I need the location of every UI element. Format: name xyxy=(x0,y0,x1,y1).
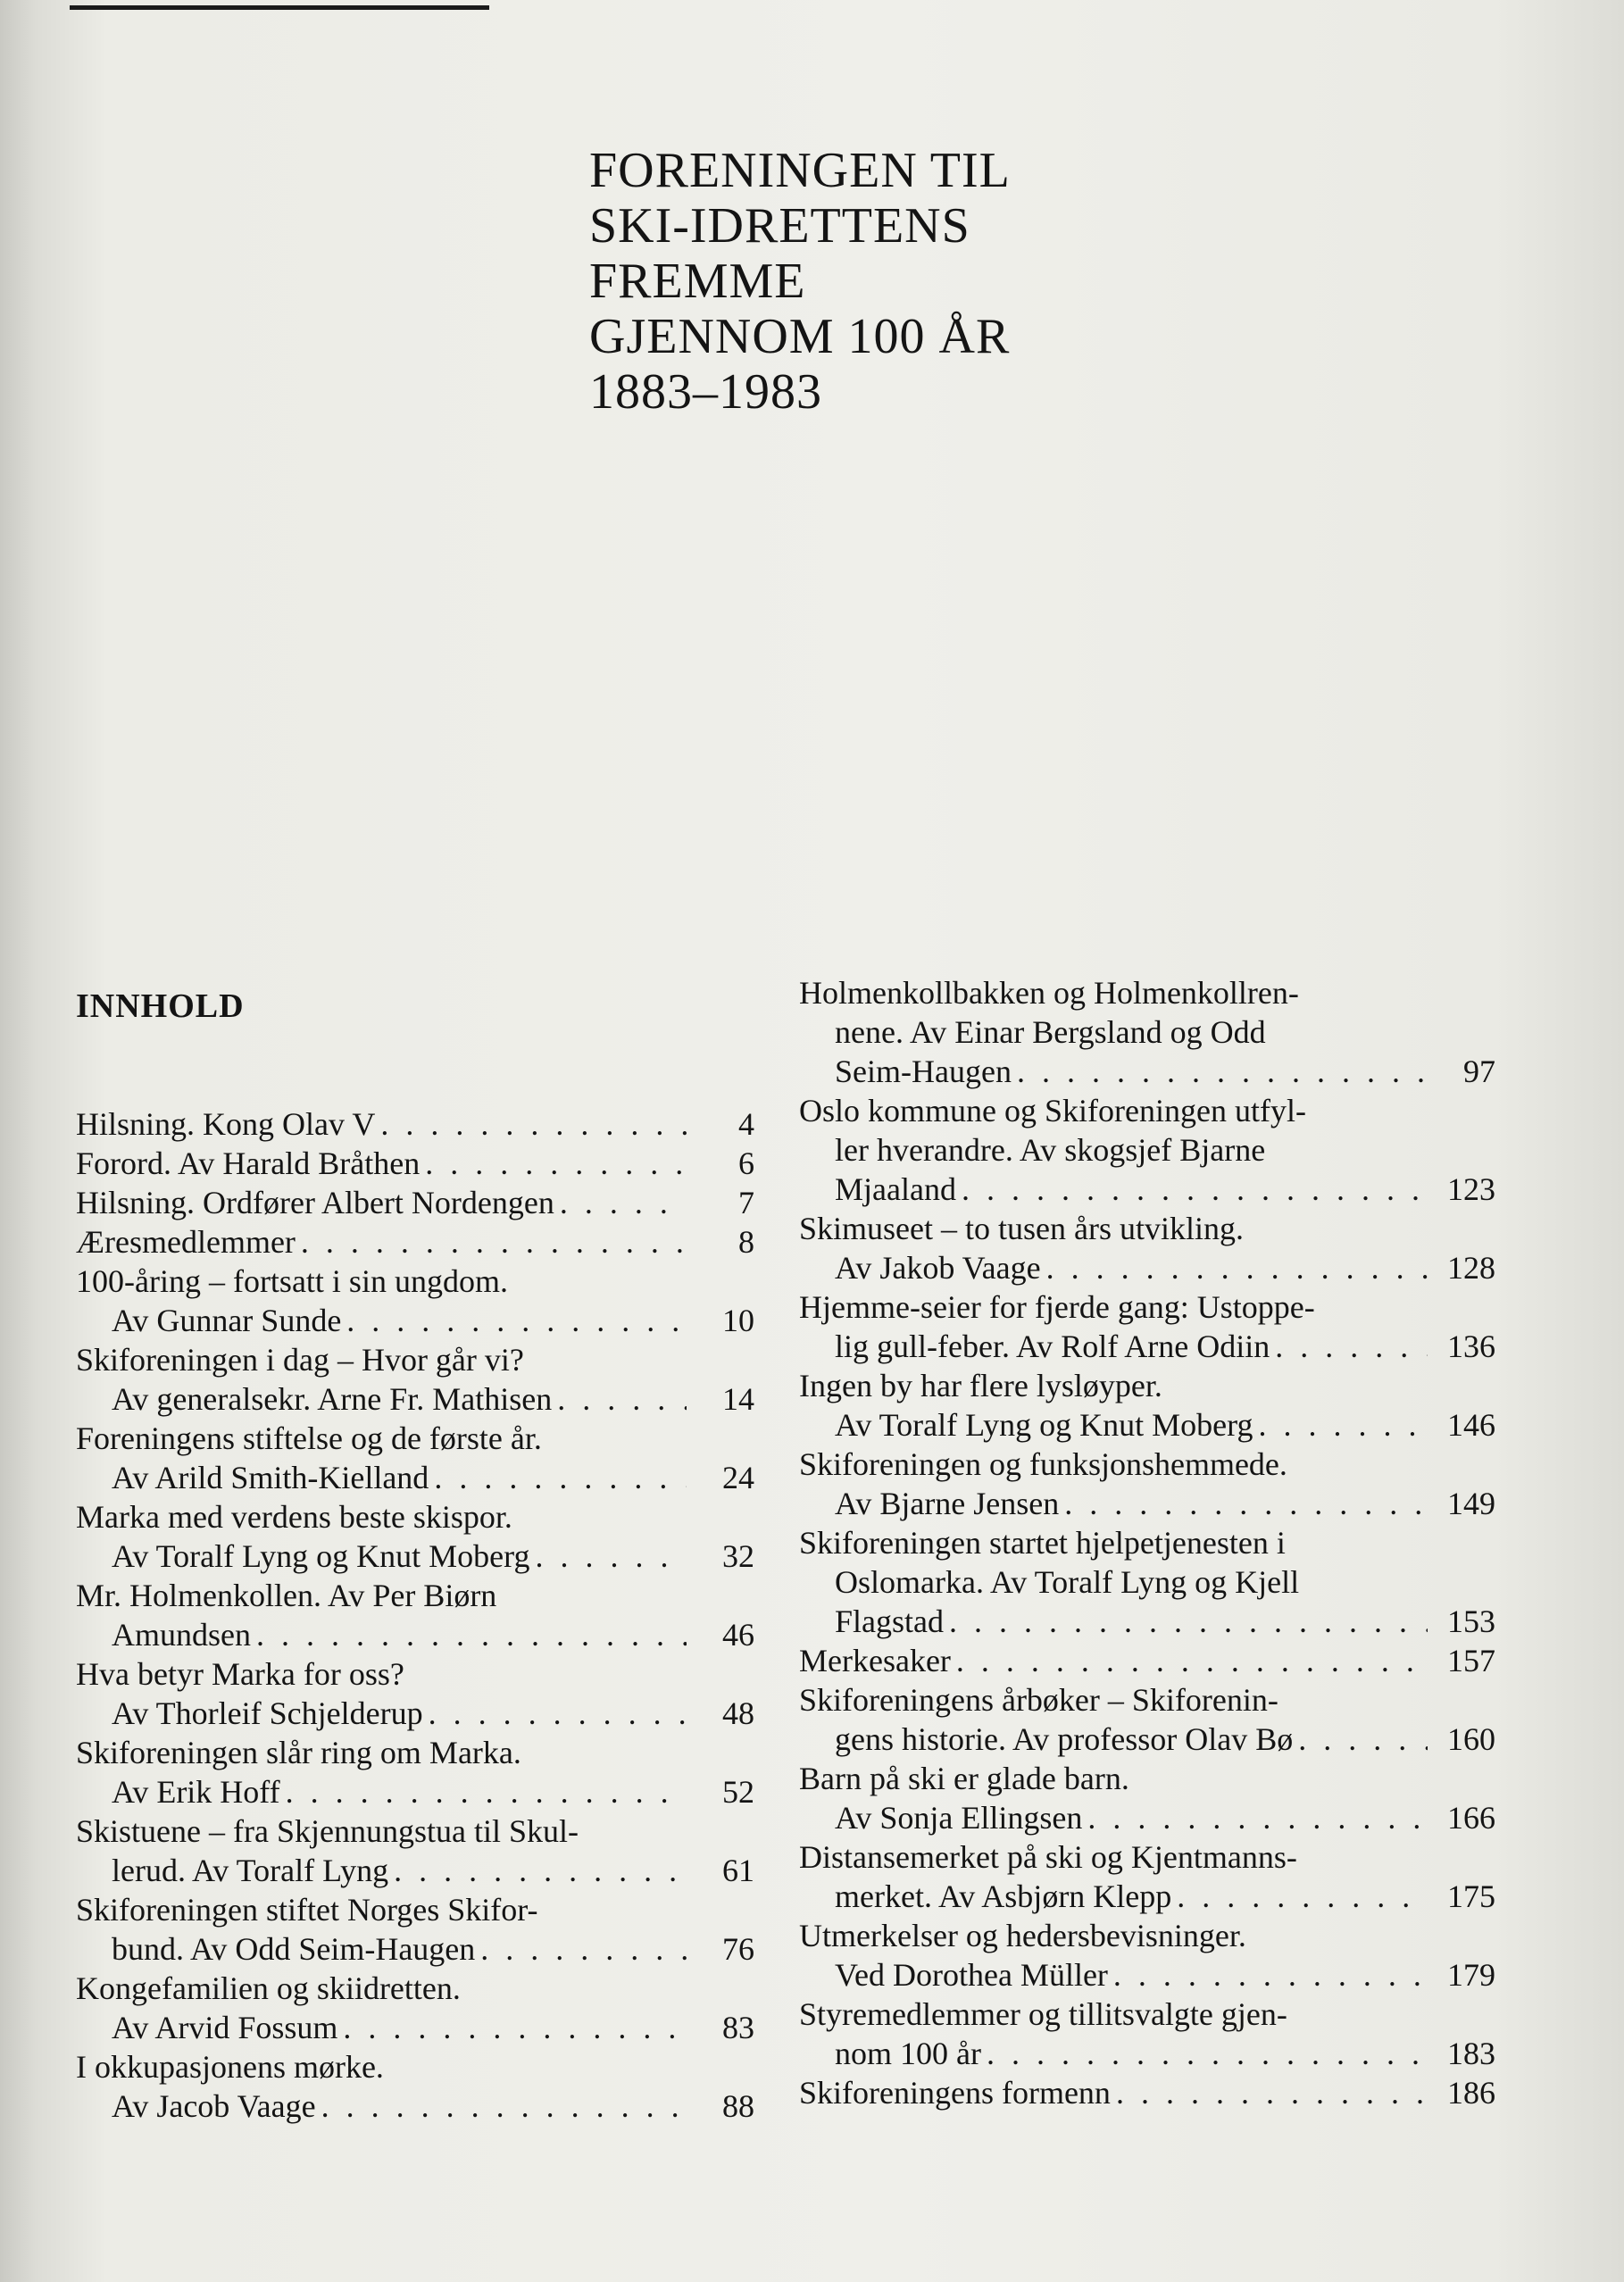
dot-leader xyxy=(1113,1955,1428,1995)
toc-entry-line xyxy=(76,1969,754,2008)
dot-leader xyxy=(256,1615,687,1654)
toc-entry[interactable] xyxy=(76,1654,754,1733)
toc-page-number: 76 xyxy=(722,1931,754,1967)
toc-entry-line xyxy=(799,1445,1495,1484)
toc-entry[interactable] xyxy=(76,1262,754,1340)
toc-entry[interactable] xyxy=(799,1837,1495,1916)
toc-entry-line xyxy=(76,1929,754,1969)
toc-entry-text: Skiforeningen slår ring om Marka. xyxy=(76,1735,521,1770)
dot-leader xyxy=(535,1537,687,1576)
toc-entry-text: Av Jacob Vaage xyxy=(112,2088,316,2124)
toc-entry-text: Foreningens stiftelse og de første år. xyxy=(76,1420,542,1456)
toc-page-number: 186 xyxy=(1447,2075,1495,2111)
toc-entry-text: Skiforeningen startet hjelpetjenesten i xyxy=(799,1525,1286,1561)
dot-leader xyxy=(1064,1484,1428,1523)
toc-entry-line xyxy=(799,1798,1495,1837)
toc-entry[interactable] xyxy=(799,1287,1495,1366)
toc-entry-line xyxy=(76,1811,754,1851)
toc-entry-text: I okkupasjonens mørke. xyxy=(76,2049,384,2085)
toc-entry-line xyxy=(76,1890,754,1929)
toc-entry-text: Skimuseet – to tusen års utvikling. xyxy=(799,1211,1244,1246)
toc-entry-text: Ingen by har flere lysløyper. xyxy=(799,1368,1162,1403)
toc-entry[interactable] xyxy=(76,1890,754,1969)
toc-page-number: 136 xyxy=(1447,1328,1495,1364)
toc-entry-line xyxy=(799,1209,1495,1248)
toc-entry-text: Hva betyr Marka for oss? xyxy=(76,1656,404,1692)
toc-entry-line xyxy=(76,1654,754,1694)
dot-leader xyxy=(560,1183,687,1222)
toc-entry-text: Amundsen xyxy=(112,1617,251,1653)
toc-entry-line xyxy=(799,1405,1495,1445)
toc-entry-text: Forord. Av Harald Bråthen xyxy=(76,1145,421,1181)
toc-entry[interactable] xyxy=(799,1680,1495,1759)
toc-entry-text: Skiforeningen og funksjonshemmede. xyxy=(799,1446,1287,1482)
dot-leader xyxy=(1017,1052,1428,1091)
toc-entry-line xyxy=(799,1680,1495,1720)
toc-entry-line xyxy=(799,1248,1495,1287)
toc-page-number: 4 xyxy=(738,1106,754,1142)
toc-entry-line xyxy=(799,1877,1495,1916)
toc-page-number: 160 xyxy=(1447,1721,1495,1757)
toc-page-number: 8 xyxy=(738,1224,754,1260)
toc-page-number: 10 xyxy=(722,1303,754,1338)
toc-entry-line xyxy=(76,2047,754,2086)
toc-entry[interactable] xyxy=(76,1340,754,1419)
toc-entry[interactable] xyxy=(76,1222,754,1262)
toc-page-number: 183 xyxy=(1447,2036,1495,2071)
toc-entry-text: Av Arild Smith-Kielland xyxy=(112,1460,429,1495)
toc-page-number: 52 xyxy=(722,1774,754,1810)
dot-leader xyxy=(1298,1720,1428,1759)
toc-entry[interactable] xyxy=(799,1091,1495,1209)
toc-entry-line xyxy=(799,1562,1495,1602)
toc-entry-text: Skiforeningens årbøker – Skiforenin- xyxy=(799,1682,1278,1718)
title-line: FORENINGEN TIL xyxy=(589,143,1011,198)
toc-entry-text: Skistuene – fra Skjennungstua til Skul- xyxy=(76,1813,579,1849)
toc-entry-line xyxy=(76,1497,754,1537)
toc-entry-line xyxy=(76,1222,754,1262)
toc-entry-text: Marka med verdens beste skispor. xyxy=(76,1499,512,1535)
toc-entry-text: Av Gunnar Sunde xyxy=(112,1303,342,1338)
title-line: SKI-IDRETTENS xyxy=(589,198,970,254)
toc-entry-line xyxy=(799,1837,1495,1877)
toc-entry-line xyxy=(76,1615,754,1654)
toc-entry-text: Av Toralf Lyng og Knut Moberg xyxy=(835,1407,1253,1443)
toc-entry-text: Kongefamilien og skiidretten. xyxy=(76,1970,461,2006)
contents-heading: INNHOLD xyxy=(76,987,245,1025)
toc-entry-text: Skiforeningen stiftet Norges Skifor- xyxy=(76,1892,538,1928)
toc-page-number: 88 xyxy=(722,2088,754,2124)
toc-entry-line xyxy=(76,1301,754,1340)
toc-page-number: 24 xyxy=(722,1460,754,1495)
toc-entry-text: gens historie. Av professor Olav Bø xyxy=(835,1721,1294,1757)
toc-entry-line xyxy=(799,1091,1495,1130)
toc-entry-text: Av Toralf Lyng og Knut Moberg xyxy=(112,1538,530,1574)
toc-entry-text: Oslomarka. Av Toralf Lyng og Kjell xyxy=(835,1564,1300,1600)
book-title xyxy=(589,143,1011,420)
toc-entry-line xyxy=(799,1170,1495,1209)
toc-entry-text: Av Sonja Ellingsen xyxy=(835,1800,1083,1836)
title-line: GJENNOM 100 ÅR xyxy=(589,309,1011,364)
toc-page-number: 149 xyxy=(1447,1486,1495,1521)
toc-entry[interactable] xyxy=(799,973,1495,1091)
toc-entry-line xyxy=(799,1916,1495,1955)
toc-page-number: 153 xyxy=(1447,1603,1495,1639)
toc-entry-text: Av Jakob Vaage xyxy=(835,1250,1041,1286)
toc-entry-line xyxy=(76,1183,754,1222)
toc-entry[interactable] xyxy=(799,1209,1495,1287)
toc-entry-line xyxy=(799,2034,1495,2073)
dot-leader xyxy=(956,1641,1428,1680)
toc-entry-line xyxy=(799,1602,1495,1641)
dot-leader xyxy=(346,1301,687,1340)
dot-leader xyxy=(1258,1405,1428,1445)
toc-entry-line xyxy=(76,1379,754,1419)
toc-entry-text: lerud. Av Toralf Lyng xyxy=(112,1853,389,1888)
toc-page-number: 32 xyxy=(722,1538,754,1574)
toc-entry[interactable] xyxy=(76,1104,754,1144)
toc-entry-text: merket. Av Asbjørn Klepp xyxy=(835,1878,1172,1914)
dot-leader xyxy=(1116,2073,1428,2112)
toc-page-number: 166 xyxy=(1447,1800,1495,1836)
toc-entry-text: Mr. Holmenkollen. Av Per Biørn xyxy=(76,1578,497,1613)
toc-page-number: 83 xyxy=(722,2010,754,2045)
toc-entry-line xyxy=(799,1759,1495,1798)
toc-entry-text: Æresmedlemmer xyxy=(76,1224,296,1260)
toc-entry-line xyxy=(799,1720,1495,1759)
toc-entry-text: Av Thorleif Schjelderup xyxy=(112,1695,423,1731)
toc-entry-text: Seim-Haugen xyxy=(835,1054,1012,1089)
toc-entry[interactable] xyxy=(799,1445,1495,1523)
dot-leader xyxy=(1177,1877,1428,1916)
toc-page-number: 123 xyxy=(1447,1171,1495,1207)
toc-entry-line xyxy=(76,1340,754,1379)
toc-entry-line xyxy=(799,1287,1495,1327)
toc-entry-line xyxy=(76,1694,754,1733)
toc-entry[interactable] xyxy=(76,1419,754,1497)
dot-leader xyxy=(987,2034,1428,2073)
toc-page-number: 46 xyxy=(722,1617,754,1653)
toc-entry-text: Hilsning. Ordfører Albert Nordengen xyxy=(76,1185,554,1220)
toc-entry-text: Av Bjarne Jensen xyxy=(835,1486,1060,1521)
toc-page-number: 14 xyxy=(722,1381,754,1417)
toc-entry[interactable] xyxy=(76,1969,754,2047)
toc-entry[interactable] xyxy=(76,1811,754,1890)
toc-page-number: 61 xyxy=(722,1853,754,1888)
toc-entry-text: Hjemme-seier for fjerde gang: Ustoppe- xyxy=(799,1289,1315,1325)
dot-leader xyxy=(557,1379,687,1419)
toc-entry-text: Skiforeningens formenn xyxy=(799,2075,1111,2111)
toc-entry[interactable] xyxy=(76,2047,754,2126)
toc-entry-line xyxy=(799,1641,1495,1680)
toc-entry[interactable] xyxy=(799,1916,1495,1995)
toc-entry-text: Av Arvid Fossum xyxy=(112,2010,338,2045)
toc-entry-line xyxy=(76,2086,754,2126)
toc-entry-line xyxy=(799,1523,1495,1562)
toc-page-number: 7 xyxy=(738,1185,754,1220)
toc-entry[interactable] xyxy=(799,1523,1495,1641)
toc-entry-line xyxy=(799,973,1495,1012)
toc-entry-line xyxy=(76,1576,754,1615)
toc-page-number: 157 xyxy=(1447,1643,1495,1678)
toc-entry[interactable] xyxy=(799,1995,1495,2073)
dot-leader xyxy=(343,2008,687,2047)
toc-entry-text: Skiforeningen i dag – Hvor går vi? xyxy=(76,1342,524,1378)
dot-leader xyxy=(321,2086,687,2126)
toc-page-number: 128 xyxy=(1447,1250,1495,1286)
toc-entry-line xyxy=(76,2008,754,2047)
toc-entry-line xyxy=(76,1733,754,1772)
contents-left-column xyxy=(76,1104,754,2126)
toc-page-number: 179 xyxy=(1447,1957,1495,1993)
title-line: FREMME xyxy=(589,254,806,309)
toc-entry-line xyxy=(799,1366,1495,1405)
toc-page-number: 48 xyxy=(722,1695,754,1731)
toc-page-number: 146 xyxy=(1447,1407,1495,1443)
toc-entry-line xyxy=(76,1419,754,1458)
toc-entry-line xyxy=(76,1537,754,1576)
dot-leader xyxy=(480,1929,687,1969)
dot-leader xyxy=(434,1458,687,1497)
toc-entry-text: Av Erik Hoff xyxy=(112,1774,280,1810)
top-rule xyxy=(70,5,489,10)
toc-entry-line xyxy=(799,1955,1495,1995)
toc-entry-line xyxy=(799,1995,1495,2034)
toc-entry-text: Distansemerket på ski og Kjentmanns- xyxy=(799,1839,1297,1875)
toc-entry-text: Av generalsekr. Arne Fr. Mathisen xyxy=(112,1381,553,1417)
dot-leader xyxy=(380,1104,687,1144)
toc-entry-text: lig gull-feber. Av Rolf Arne Odiin xyxy=(835,1328,1270,1364)
toc-entry-text: Mjaaland xyxy=(835,1171,956,1207)
toc-entry-line xyxy=(76,1104,754,1144)
dot-leader xyxy=(301,1222,687,1262)
toc-entry-text: nom 100 år xyxy=(835,2036,981,2071)
toc-entry-text: Barn på ski er glade barn. xyxy=(799,1761,1129,1796)
toc-entry-line xyxy=(799,1130,1495,1170)
toc-entry-line xyxy=(76,1144,754,1183)
toc-entry-text: Merkesaker xyxy=(799,1643,951,1678)
toc-entry-text: Utmerkelser og hedersbevisninger. xyxy=(799,1918,1246,1953)
toc-entry-text: ler hverandre. Av skogsjef Bjarne xyxy=(835,1132,1266,1168)
dot-leader xyxy=(1046,1248,1428,1287)
toc-entry[interactable] xyxy=(76,1497,754,1576)
toc-entry-line xyxy=(76,1262,754,1301)
toc-entry-line xyxy=(76,1458,754,1497)
toc-entry-text: 100-åring – fortsatt i sin ungdom. xyxy=(76,1263,508,1299)
dot-leader xyxy=(962,1170,1428,1209)
toc-entry-line xyxy=(799,1484,1495,1523)
toc-entry-text: Ved Dorothea Müller xyxy=(835,1957,1108,1993)
toc-entry[interactable] xyxy=(76,1183,754,1222)
toc-entry-text: Styremedlemmer og tillitsvalgte gjen- xyxy=(799,1996,1287,2032)
title-line: 1883–1983 xyxy=(589,364,822,420)
toc-entry-text: Flagstad xyxy=(835,1603,944,1639)
dot-leader xyxy=(1275,1327,1428,1366)
toc-entry[interactable] xyxy=(799,1366,1495,1445)
toc-entry-text: bund. Av Odd Seim-Haugen xyxy=(112,1931,476,1967)
toc-entry[interactable] xyxy=(76,1144,754,1183)
toc-page-number: 6 xyxy=(738,1145,754,1181)
toc-entry-line xyxy=(799,1012,1495,1052)
toc-entry[interactable] xyxy=(799,1641,1495,1680)
dot-leader xyxy=(429,1694,687,1733)
dot-leader xyxy=(286,1772,687,1811)
dot-leader xyxy=(394,1851,687,1890)
toc-entry-line xyxy=(799,1327,1495,1366)
toc-entry-line xyxy=(76,1772,754,1811)
toc-entry-text: Holmenkollbakken og Holmenkollren- xyxy=(799,975,1299,1011)
dot-leader xyxy=(1087,1798,1428,1837)
toc-entry[interactable] xyxy=(799,1759,1495,1837)
toc-entry-line xyxy=(76,1851,754,1890)
dot-leader xyxy=(425,1144,687,1183)
toc-entry-text: Oslo kommune og Skiforeningen utfyl- xyxy=(799,1093,1306,1129)
dot-leader xyxy=(949,1602,1428,1641)
toc-page-number: 175 xyxy=(1447,1878,1495,1914)
toc-entry[interactable] xyxy=(76,1733,754,1811)
toc-entry-text: nene. Av Einar Bergsland og Odd xyxy=(835,1014,1266,1050)
toc-entry[interactable] xyxy=(76,1576,754,1654)
toc-entry[interactable] xyxy=(799,2073,1495,2112)
toc-entry-line xyxy=(799,1052,1495,1091)
contents-right-column xyxy=(799,973,1495,2112)
toc-page-number: 97 xyxy=(1463,1054,1495,1089)
toc-entry-text: Hilsning. Kong Olav V xyxy=(76,1106,376,1142)
toc-entry-line xyxy=(799,2073,1495,2112)
